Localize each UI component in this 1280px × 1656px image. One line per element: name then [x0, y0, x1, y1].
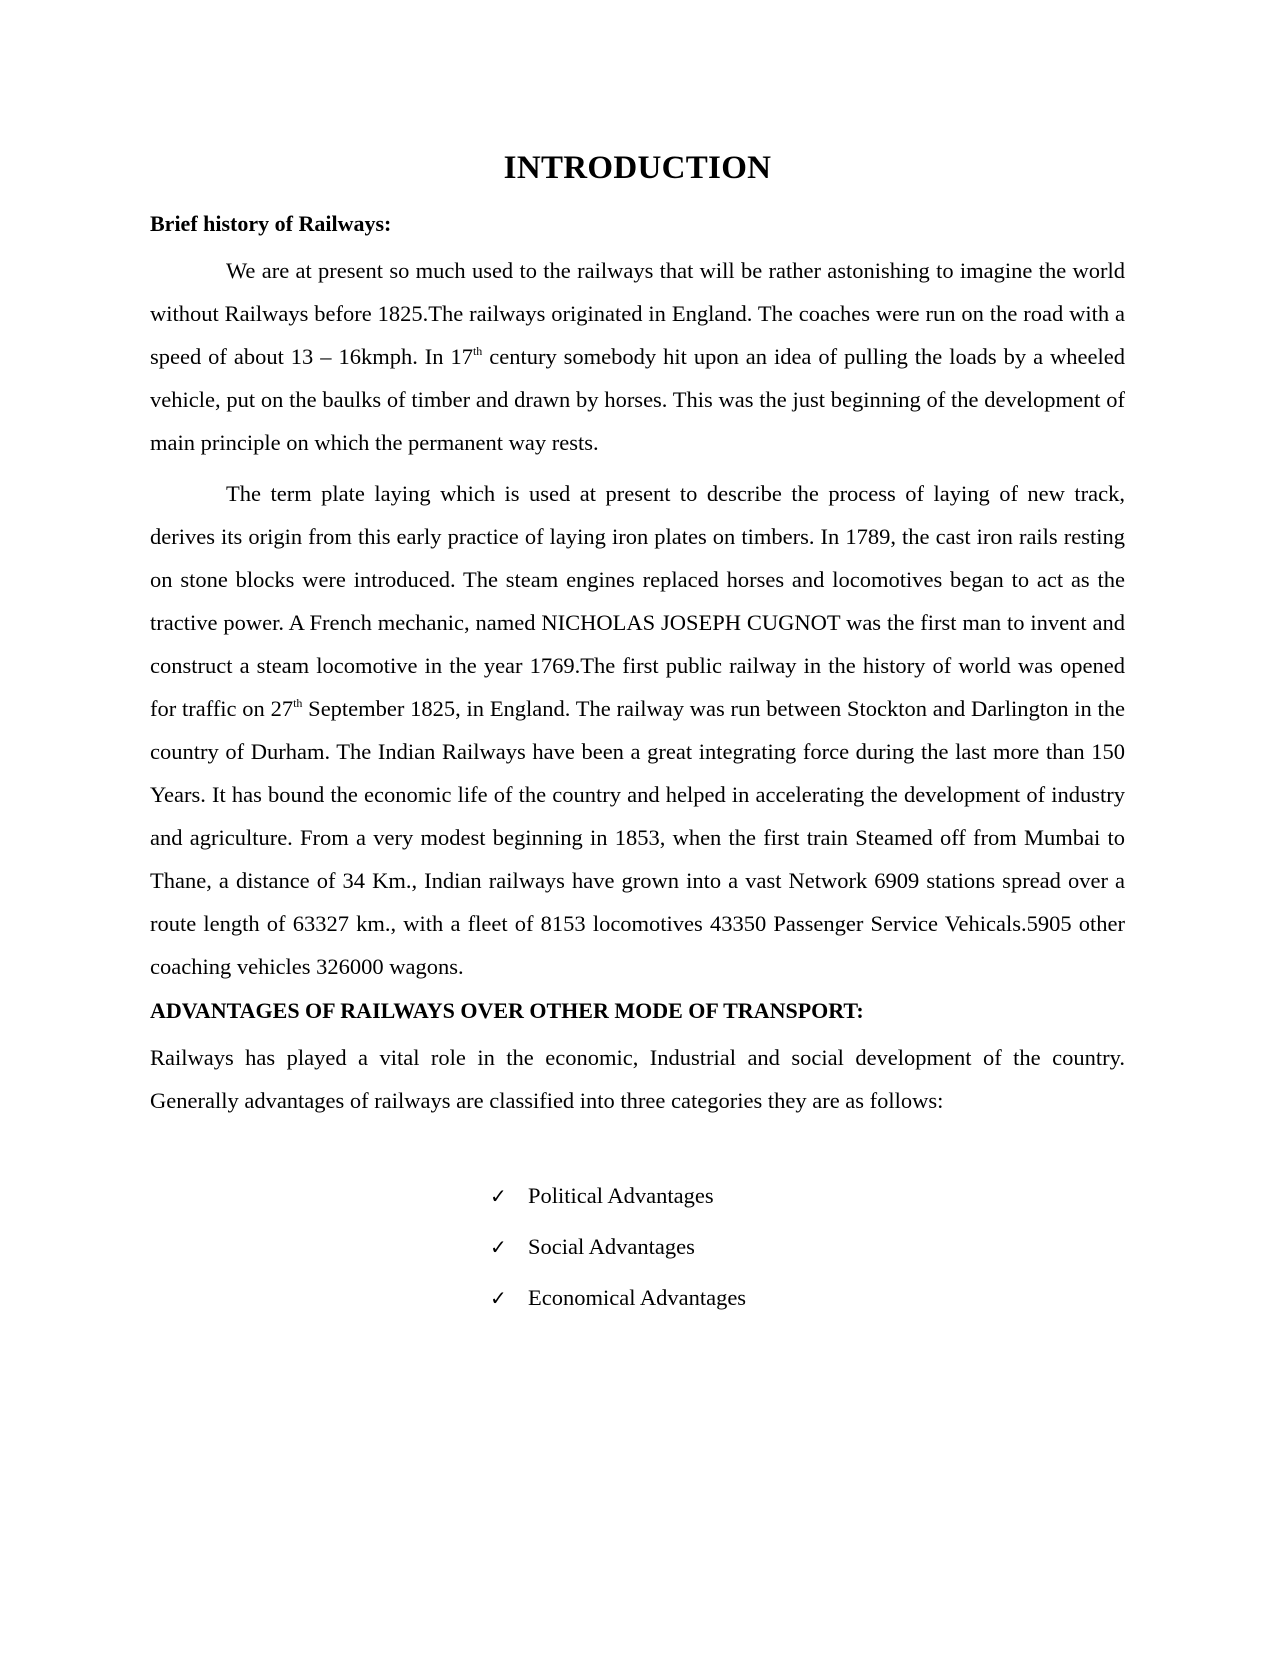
history-p2-text-b: September 1825, in England. The railway was run between Stockton and Darlington in the country of Durham. The Indian Railways have been a great integrating force during the last more than 150 Years. It has bound the economic life of the country and helped in accelerating the development of industry and agriculture. From a very modest beginning in 1853, when the first train Steamed off from Mumbai to Thane, a distance of 34 Km., Indian railways have grown into a vast Network 6909 stations spread over a route length of 63327 km., with a fleet of 8153 locomotives 43350 Passenger Service Vehicals.5905 other coaching vehicles 326000 wagons. [150, 696, 1125, 979]
advantages-intro-paragraph: Railways has played a vital role in the economic, Industrial and social development of the country. Generally advantages of railways are classified into three categories they are as follows: [150, 1045, 1125, 1113]
checkmark-icon: ✓ [490, 1183, 507, 1208]
list-item [490, 1170, 1125, 1221]
list-item [490, 1221, 1125, 1272]
history-p1-text-a: We are at present so much used to the railways that will be rather astonishing to imagine the world without Railways before 1825.The railways originated in England. The coaches were run on the road with a speed of about 13 – 16kmph. In 17 [150, 258, 1125, 369]
section-heading-advantages: ADVANTAGES OF RAILWAYS OVER OTHER MODE OF TRANSPORT: [150, 998, 864, 1023]
page-title: INTRODUCTION [503, 150, 772, 186]
document-page [150, 150, 1125, 1323]
list-item-label: Economical Advantages [528, 1284, 747, 1310]
ordinal-superscript: th [293, 696, 303, 710]
section-heading-history: Brief history of Railways: [150, 211, 392, 236]
advantages-checklist [490, 1170, 1125, 1323]
history-paragraph-2 [150, 472, 1125, 988]
history-p2-text-a: The term plate laying which is used at present to describe the process of laying of new track, derives its origin from this early practice of laying iron plates on timbers. In 1789, the cast iron rails resting on stone blocks were introduced. The steam engines replaced horses and locomotives began to act as the tractive power. A French mechanic, named NICHOLAS JOSEPH CUGNOT was the first man to invent and construct a steam locomotive in the year 1769.The first public railway in the history of world was opened for traffic on 27 [150, 481, 1125, 721]
checkmark-icon: ✓ [490, 1285, 507, 1310]
list-item-label: Social Advantages [528, 1233, 695, 1259]
list-item [490, 1272, 1125, 1323]
ordinal-superscript: th [472, 344, 483, 358]
list-item-label: Political Advantages [528, 1182, 714, 1208]
history-p1-text-b: century somebody hit upon an idea of pulling the loads by a wheeled vehicle, put on the baulks of timber and drawn by horses. This was the just beginning of the development of main principle on which the permanent way rests. [150, 344, 1125, 455]
checkmark-icon: ✓ [490, 1234, 507, 1259]
history-paragraph-1 [150, 249, 1125, 464]
